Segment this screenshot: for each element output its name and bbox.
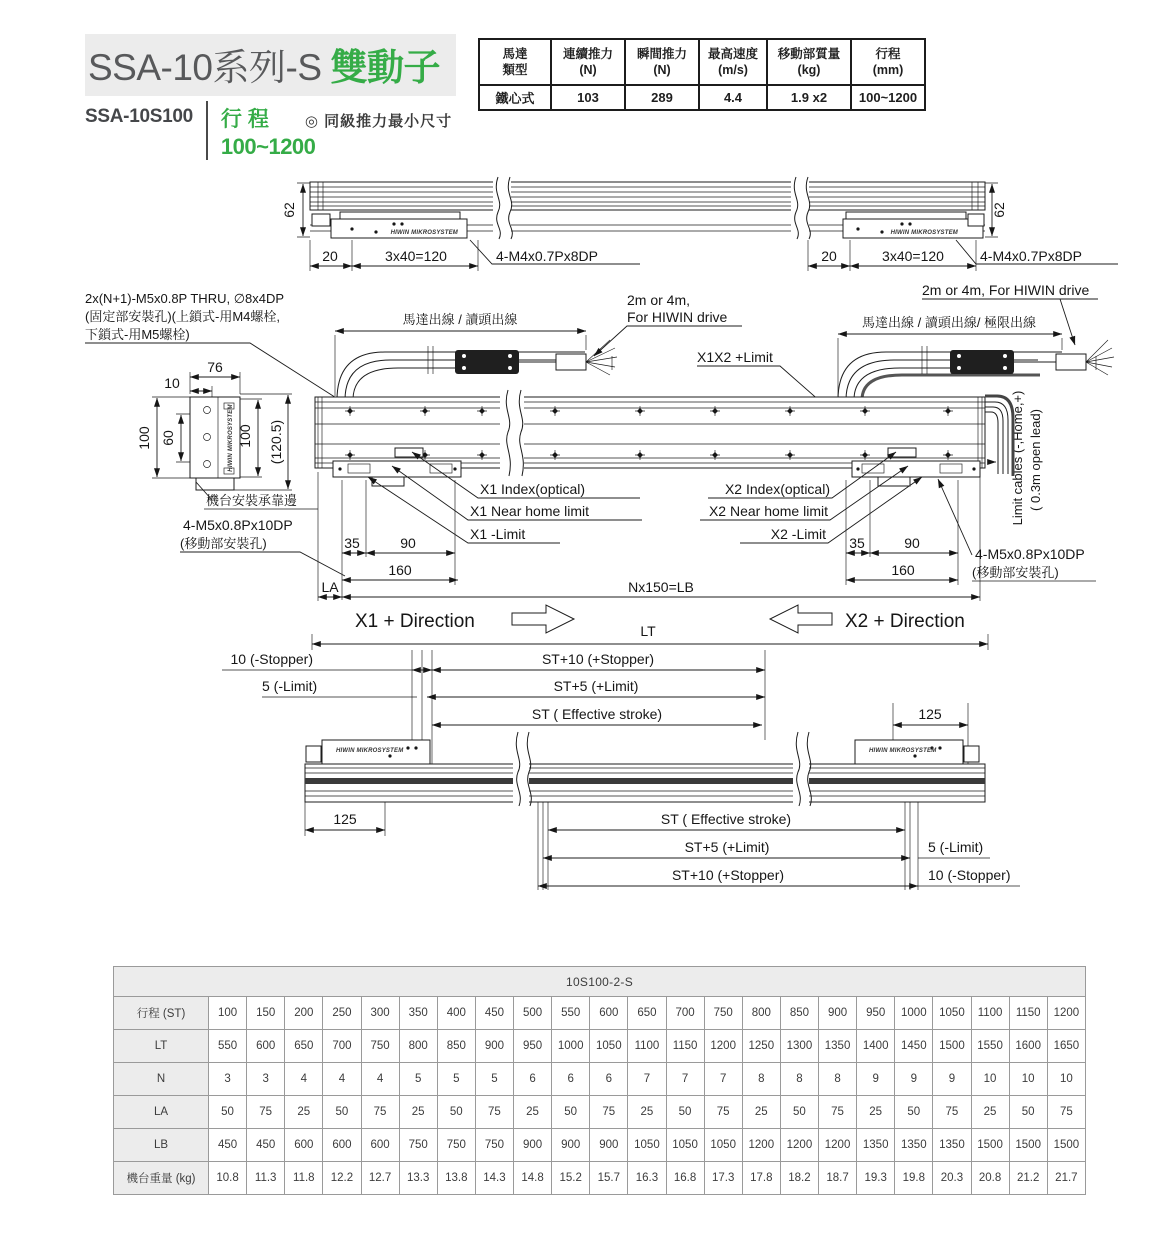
model-name: SSA-10S100 xyxy=(85,106,193,127)
dim-125-left: 125 xyxy=(333,811,357,827)
size-table-cell: 25 xyxy=(514,1096,552,1129)
size-table-row-label: LB xyxy=(114,1129,209,1162)
size-table-cell: 7 xyxy=(704,1063,742,1096)
top-side-view xyxy=(281,177,1118,271)
size-table-cell: 250 xyxy=(323,997,361,1030)
size-table-row xyxy=(114,1129,1086,1162)
spec-value-cont-force: 103 xyxy=(551,85,625,110)
size-table-cell: 25 xyxy=(857,1096,895,1129)
size-table-cell: 50 xyxy=(666,1096,704,1129)
stopper-neg-bottom: 10 (-Stopper) xyxy=(928,867,1011,883)
size-table-cell: 3 xyxy=(209,1063,247,1096)
size-table-cell: 700 xyxy=(666,997,704,1030)
limit-pos-top: ST+5 (+Limit) xyxy=(553,678,639,694)
stroke-diagram xyxy=(222,650,1020,890)
size-table-cell: 1500 xyxy=(1047,1129,1085,1162)
size-table-cell: 8 xyxy=(780,1063,818,1096)
size-table-cell: 450 xyxy=(247,1129,285,1162)
size-table-cell: 1500 xyxy=(971,1129,1009,1162)
dim-35-right: 35 xyxy=(849,535,865,551)
series-title: SSA-10系列-S xyxy=(88,47,322,88)
size-table-cell: 800 xyxy=(742,997,780,1030)
dim-90-right: 90 xyxy=(904,535,920,551)
size-table-cell: 50 xyxy=(437,1096,475,1129)
screw-note-right: 4-M4x0.7Px8DP xyxy=(980,248,1082,264)
size-table-cell: 1350 xyxy=(895,1129,933,1162)
dim-la: LA xyxy=(321,579,339,595)
size-table-cell: 750 xyxy=(361,1030,399,1063)
drive-note-left-line1: 2m or 4m, xyxy=(627,292,691,308)
size-table-cell: 1200 xyxy=(780,1129,818,1162)
dim-90-left: 90 xyxy=(400,535,416,551)
spec-value-stroke: 100~1200 xyxy=(851,85,925,110)
hiwin-logo: HIWIN MIKROSYSTEM xyxy=(336,748,404,754)
size-table-cell: 5 xyxy=(475,1063,513,1096)
size-table-cell: 25 xyxy=(742,1096,780,1129)
size-table-cell: 1000 xyxy=(552,1030,590,1063)
hiwin-logo: HIWIN MIKROSYSTEM xyxy=(869,748,937,754)
datum-edge-note: 機台安裝承靠邊 xyxy=(206,493,298,508)
size-table-cell: 8 xyxy=(819,1063,857,1096)
spec-value-max-speed: 4.4 xyxy=(699,85,767,110)
stroke-eff-top: ST ( Effective stroke) xyxy=(531,706,663,722)
size-table-cell: 4 xyxy=(285,1063,323,1096)
size-table-cell: 900 xyxy=(819,997,857,1030)
size-table-cell: 1650 xyxy=(1047,1030,1085,1063)
spec-col-max-speed: 最高速度 (m/s) xyxy=(699,39,767,85)
size-table-cell: 21.2 xyxy=(1009,1162,1047,1195)
size-table-cell: 1400 xyxy=(857,1030,895,1063)
size-table-row xyxy=(114,1162,1086,1195)
size-table-cell: 75 xyxy=(475,1096,513,1129)
size-table-cell: 800 xyxy=(399,1030,437,1063)
size-table-cell: 900 xyxy=(590,1129,628,1162)
size-table-cell: 13.3 xyxy=(399,1162,437,1195)
dim-100-left: 100 xyxy=(136,426,152,450)
limit-pos-bottom: ST+5 (+Limit) xyxy=(684,839,770,855)
size-table-cell: 1500 xyxy=(1009,1129,1047,1162)
size-table-cell: 750 xyxy=(437,1129,475,1162)
dim-120-5: (120.5) xyxy=(268,419,284,465)
size-table-cell: 1200 xyxy=(1047,997,1085,1030)
stopper-pos-top: ST+10 (+Stopper) xyxy=(541,651,655,667)
size-table-cell: 13.8 xyxy=(437,1162,475,1195)
size-table-cell: 500 xyxy=(514,997,552,1030)
size-table-cell: 17.3 xyxy=(704,1162,742,1195)
moving-hole-note-left2: (移動部安裝孔) xyxy=(180,536,267,551)
size-table-cell: 1150 xyxy=(1009,997,1047,1030)
size-table-cell: 5 xyxy=(437,1063,475,1096)
plan-carriage-left xyxy=(333,461,461,477)
size-table-cell: 950 xyxy=(514,1030,552,1063)
motor-cable-label-right: 馬達出線 / 讀頭出線/ 極限出線 xyxy=(862,315,1037,330)
size-table-cell: 6 xyxy=(590,1063,628,1096)
size-table-cell: 6 xyxy=(514,1063,552,1096)
size-table-cell: 1200 xyxy=(819,1129,857,1162)
cross-section-view xyxy=(136,359,345,576)
size-table-cell: 25 xyxy=(399,1096,437,1129)
size-table-cell: 25 xyxy=(628,1096,666,1129)
spec-col-moving-mass: 移動部質量 (kg) xyxy=(767,39,851,85)
size-table-cell: 11.3 xyxy=(247,1162,285,1195)
size-table-cell: 1100 xyxy=(971,997,1009,1030)
size-table-cell: 450 xyxy=(209,1129,247,1162)
size-table-cell: 550 xyxy=(209,1030,247,1063)
stroke-label: 行程 xyxy=(220,108,275,131)
size-table-cell: 750 xyxy=(704,997,742,1030)
motor-cable-label-left: 馬達出線 / 讀頭出線 xyxy=(402,312,518,327)
size-table-cell: 75 xyxy=(247,1096,285,1129)
fixing-note-line1: 2x(N+1)-M5x0.8P THRU, ∅8x4DP xyxy=(85,291,285,306)
size-table-cell: 10 xyxy=(1009,1063,1047,1096)
x2-direction-arrow xyxy=(770,605,832,633)
size-table-cell: 750 xyxy=(399,1129,437,1162)
size-table-cell: 21.7 xyxy=(1047,1162,1085,1195)
size-table-cell: 1050 xyxy=(933,997,971,1030)
size-table-cell: 9 xyxy=(857,1063,895,1096)
size-table-cell: 7 xyxy=(666,1063,704,1096)
x1-direction-arrow xyxy=(512,605,574,633)
x2-near-home-label: X2 Near home limit xyxy=(708,503,828,519)
size-table-cell: 100 xyxy=(209,997,247,1030)
size-table-cell: 200 xyxy=(285,997,323,1030)
size-table-cell: 25 xyxy=(971,1096,1009,1129)
size-table-cell: 50 xyxy=(895,1096,933,1129)
x2-direction-label: X2 + Direction xyxy=(845,611,965,632)
hiwin-logo: HIWIN MIKROSYSTEM xyxy=(390,230,458,236)
size-table-cell: 50 xyxy=(780,1096,818,1129)
top-carriage-right xyxy=(846,212,966,219)
direction-row xyxy=(312,605,988,650)
size-table-cell: 650 xyxy=(628,997,666,1030)
size-table-cell: 12.7 xyxy=(361,1162,399,1195)
screw-note-left: 4-M4x0.7Px8DP xyxy=(496,248,598,264)
size-table-cell: 15.2 xyxy=(552,1162,590,1195)
size-table-cell: 600 xyxy=(285,1129,323,1162)
size-table-cell: 4 xyxy=(361,1063,399,1096)
size-table-cell: 75 xyxy=(1047,1096,1085,1129)
spec-col-cont-force: 連續推力 (N) xyxy=(551,39,625,85)
size-table-cell: 50 xyxy=(209,1096,247,1129)
size-table-cell: 150 xyxy=(247,997,285,1030)
hiwin-logo: HIWIN MIKROSYSTEM xyxy=(228,404,234,472)
dim-100-right: 100 xyxy=(237,424,253,448)
limit-neg-bottom: 5 (-Limit) xyxy=(928,839,984,855)
dim-60: 60 xyxy=(160,430,176,446)
size-table-cell: 75 xyxy=(361,1096,399,1129)
spec-col-motor-type: 馬達 類型 xyxy=(479,39,551,85)
dim-3x40-right: 3x40=120 xyxy=(882,248,944,264)
feature-note: ◎ 同級推力最小尺寸 xyxy=(304,113,453,130)
x1-direction-label: X1 + Direction xyxy=(355,611,475,632)
size-table-row-label: LA xyxy=(114,1096,209,1129)
size-table-cell: 50 xyxy=(323,1096,361,1129)
dim-125-right: 125 xyxy=(918,706,942,722)
dim-160-left: 160 xyxy=(388,562,412,578)
size-table-cell: 18.2 xyxy=(780,1162,818,1195)
size-table-cell: 1250 xyxy=(742,1030,780,1063)
size-table-cell: 300 xyxy=(361,997,399,1030)
size-table-cell: 14.3 xyxy=(475,1162,513,1195)
size-table-row-label: 機台重量 (kg) xyxy=(114,1162,209,1195)
size-table-cell: 3 xyxy=(247,1063,285,1096)
dim-76: 76 xyxy=(207,359,223,375)
x1-limit-label: X1 -Limit xyxy=(470,526,526,542)
size-table-cell: 600 xyxy=(590,997,628,1030)
size-table-row xyxy=(114,1096,1086,1129)
spec-value-peak-force: 289 xyxy=(625,85,699,110)
top-carriage-left xyxy=(340,212,460,219)
size-table-cell: 850 xyxy=(437,1030,475,1063)
stopper-pos-bottom: ST+10 (+Stopper) xyxy=(671,867,785,883)
size-table-cell: 50 xyxy=(552,1096,590,1129)
spec-col-stroke: 行程 (mm) xyxy=(851,39,925,85)
size-table-cell: 17.8 xyxy=(742,1162,780,1195)
dim-3x40-left: 3x40=120 xyxy=(385,248,447,264)
size-table-cell: 950 xyxy=(857,997,895,1030)
size-table-cell: 1350 xyxy=(819,1030,857,1063)
dim-10: 10 xyxy=(164,375,180,391)
dim-20-left: 20 xyxy=(322,248,338,264)
x2-index-label: X2 Index(optical) xyxy=(724,481,830,497)
size-table-row xyxy=(114,997,1086,1030)
size-table-cell: 10 xyxy=(1047,1063,1085,1096)
cable-connector-right xyxy=(950,350,1014,374)
size-table-cell: 4 xyxy=(323,1063,361,1096)
dim-nx150-lb: Nx150=LB xyxy=(628,579,694,595)
size-table-cell: 19.8 xyxy=(895,1162,933,1195)
stopper-neg-top: 10 (-Stopper) xyxy=(230,651,313,667)
size-table-cell: 850 xyxy=(780,997,818,1030)
size-table-cell: 1050 xyxy=(590,1030,628,1063)
size-table-cell: 8 xyxy=(742,1063,780,1096)
size-table-cell: 6 xyxy=(552,1063,590,1096)
cable-plug-left xyxy=(556,354,586,370)
dim-62-right: 62 xyxy=(991,202,1007,218)
size-table-cell: 14.8 xyxy=(514,1162,552,1195)
size-table-cell: 5 xyxy=(399,1063,437,1096)
size-table-row-label: 行程 (ST) xyxy=(114,997,209,1030)
size-table-cell: 1200 xyxy=(704,1030,742,1063)
size-table-cell: 600 xyxy=(247,1030,285,1063)
size-table-row xyxy=(114,1030,1086,1063)
size-table-cell: 75 xyxy=(819,1096,857,1129)
stroke-range: 100~1200 xyxy=(220,134,316,159)
plan-carriage-right xyxy=(852,461,980,477)
size-table-row xyxy=(114,1063,1086,1096)
size-table-cell: 10.8 xyxy=(209,1162,247,1195)
moving-hole-note-right1: 4-M5x0.8Px10DP xyxy=(975,546,1085,562)
size-table-cell: 1200 xyxy=(742,1129,780,1162)
size-table-cell: 1450 xyxy=(895,1030,933,1063)
size-table-cell: 1050 xyxy=(628,1129,666,1162)
size-table-cell: 450 xyxy=(475,997,513,1030)
dim-20-right: 20 xyxy=(821,248,837,264)
size-table-cell: 600 xyxy=(323,1129,361,1162)
spec-value-motor-type: 鐵心式 xyxy=(479,85,551,110)
x1x2-limit-label: X1X2 +Limit xyxy=(697,349,773,365)
dim-160-right: 160 xyxy=(891,562,915,578)
size-table-cell: 75 xyxy=(590,1096,628,1129)
cable-connector-left xyxy=(455,350,519,374)
size-table-cell: 75 xyxy=(933,1096,971,1129)
moving-hole-note-left1: 4-M5x0.8Px10DP xyxy=(183,517,293,533)
size-table-cell: 18.7 xyxy=(819,1162,857,1195)
spec-value-moving-mass: 1.9 x2 xyxy=(767,85,851,110)
size-table-cell: 9 xyxy=(895,1063,933,1096)
fixing-note-line2: (固定部安裝孔)(上鎖式-用M4螺栓, xyxy=(85,309,280,324)
limit-cables-note1: Limit cables (-,Home,+) xyxy=(1010,390,1025,526)
x2-limit-label: X2 -Limit xyxy=(770,526,826,542)
cable-plug-right xyxy=(1056,354,1086,370)
dim-lt: LT xyxy=(640,623,656,639)
plan-view xyxy=(85,282,1114,601)
size-table-cell: 1350 xyxy=(857,1129,895,1162)
size-table-cell: 900 xyxy=(475,1030,513,1063)
moving-hole-note-right2: (移動部安裝孔) xyxy=(972,565,1059,580)
size-table xyxy=(113,966,1086,1195)
size-table-cell: 550 xyxy=(552,997,590,1030)
size-table-cell: 1100 xyxy=(628,1030,666,1063)
size-table-cell: 15.7 xyxy=(590,1162,628,1195)
size-table-cell: 16.3 xyxy=(628,1162,666,1195)
x1-near-home-label: X1 Near home limit xyxy=(470,503,590,519)
size-table-cell: 75 xyxy=(704,1096,742,1129)
size-table-row-label: N xyxy=(114,1063,209,1096)
size-table-cell: 16.8 xyxy=(666,1162,704,1195)
size-table-cell: 9 xyxy=(933,1063,971,1096)
size-table-cell: 25 xyxy=(285,1096,323,1129)
size-table-cell: 50 xyxy=(1009,1096,1047,1129)
stroke-eff-bottom: ST ( Effective stroke) xyxy=(660,811,792,827)
size-table-cell: 12.2 xyxy=(323,1162,361,1195)
size-table-cell: 700 xyxy=(323,1030,361,1063)
size-table-cell: 11.8 xyxy=(285,1162,323,1195)
size-table-cell: 750 xyxy=(475,1129,513,1162)
drive-note-left-line2: For HIWIN drive xyxy=(627,309,728,325)
size-table-cell: 1050 xyxy=(704,1129,742,1162)
size-table-cell: 1000 xyxy=(895,997,933,1030)
series-highlight: 雙動子 xyxy=(330,47,441,88)
hiwin-logo: HIWIN MIKROSYSTEM xyxy=(890,230,958,236)
limit-cables-note2: ( 0.3m open lead) xyxy=(1028,409,1043,511)
size-table-cell: 1150 xyxy=(666,1030,704,1063)
size-table-cell: 20.8 xyxy=(971,1162,1009,1195)
size-table-cell: 600 xyxy=(361,1129,399,1162)
size-table-wrap xyxy=(113,966,1086,1195)
size-table-cell: 1600 xyxy=(1009,1030,1047,1063)
dim-62-left: 62 xyxy=(281,202,297,218)
size-table-cell: 7 xyxy=(628,1063,666,1096)
size-table-cell: 20.3 xyxy=(933,1162,971,1195)
drive-note-right: 2m or 4m, For HIWIN drive xyxy=(922,282,1090,298)
size-table-cell: 1050 xyxy=(666,1129,704,1162)
size-table-cell: 1550 xyxy=(971,1030,1009,1063)
size-table-cell: 650 xyxy=(285,1030,323,1063)
size-table-cell: 900 xyxy=(514,1129,552,1162)
size-table-title: 10S100-2-S xyxy=(114,967,1086,997)
limit-neg-top: 5 (-Limit) xyxy=(262,678,318,694)
size-table-cell: 19.3 xyxy=(857,1162,895,1195)
fixing-note-line3: 下鎖式-用M5螺栓) xyxy=(85,327,190,342)
spec-col-peak-force: 瞬間推力 (N) xyxy=(625,39,699,85)
size-table-cell: 1500 xyxy=(933,1030,971,1063)
size-table-cell: 1350 xyxy=(933,1129,971,1162)
size-table-cell: 1300 xyxy=(780,1030,818,1063)
x1-index-label: X1 Index(optical) xyxy=(480,481,586,497)
size-table-cell: 400 xyxy=(437,997,475,1030)
size-table-cell: 10 xyxy=(971,1063,1009,1096)
size-table-cell: 900 xyxy=(552,1129,590,1162)
size-table-row-label: LT xyxy=(114,1030,209,1063)
dim-35-left: 35 xyxy=(344,535,360,551)
size-table-cell: 350 xyxy=(399,997,437,1030)
